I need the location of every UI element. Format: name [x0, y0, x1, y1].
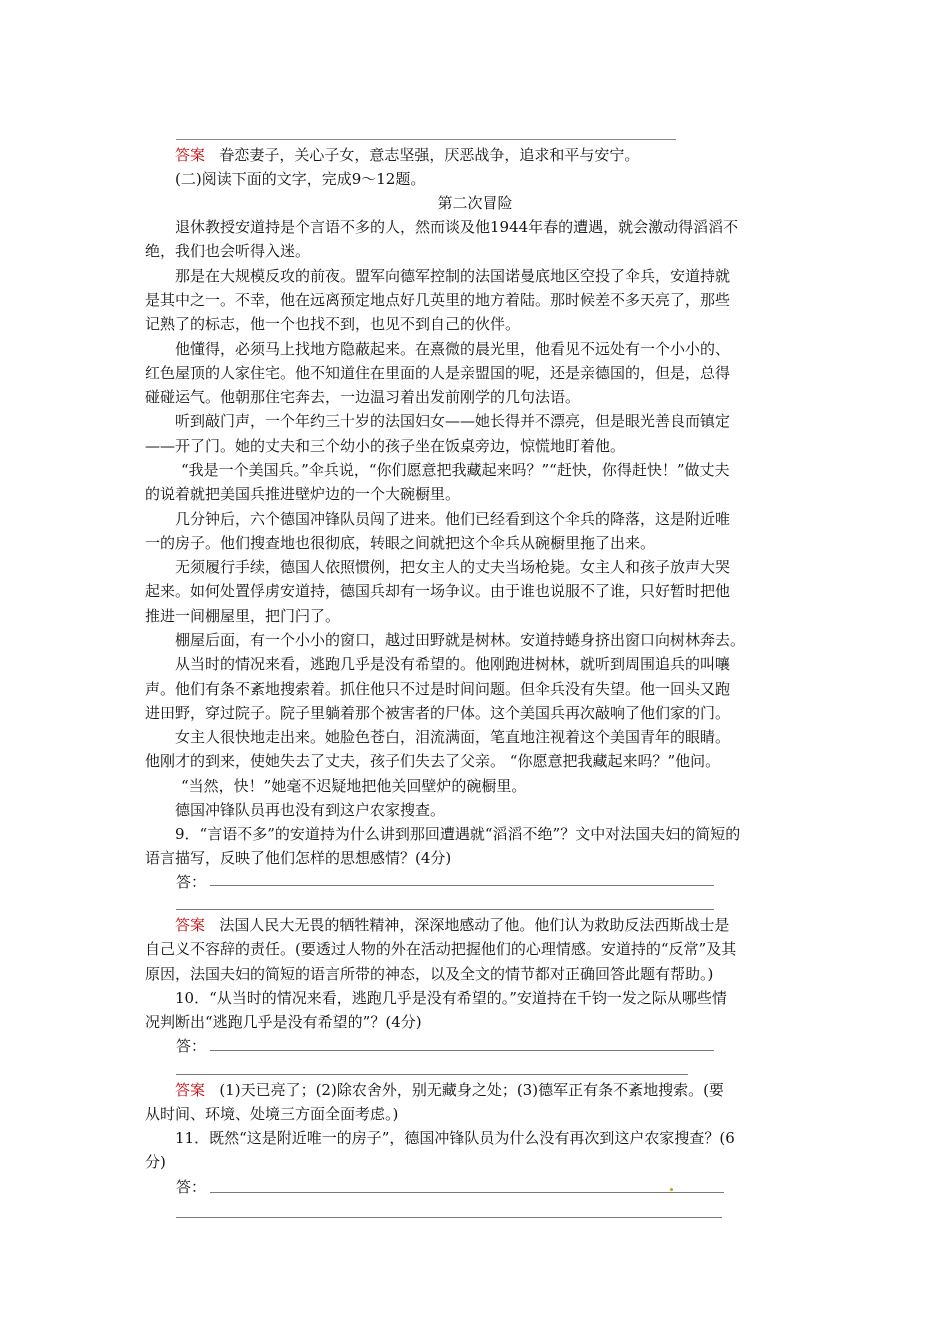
story-line: “我是一个美国兵。”伞兵说，“你们愿意把我藏起来吗？”“赶快，你得赶快！”做丈夫: [181, 461, 730, 479]
story-line: 绝，我们也会听得入迷。: [145, 242, 311, 260]
story-line: 无须履行手续，德国人依照惯例，把女主人的丈夫当场枪毙。女主人和孩子放声大哭: [175, 558, 731, 576]
answer-line[interactable]: [176, 1074, 688, 1075]
story-line: 的说着就把美国兵推进壁炉边的一个大碗橱里。: [145, 485, 461, 503]
story-line: 红色屋顶的人家住宅。他不知道住在里面的人是亲盟国的呢，还是亲德国的，但是，总得: [145, 364, 731, 382]
answer-prompt: 答：: [176, 873, 207, 891]
answer-9: [145, 914, 840, 936]
answer-line[interactable]: [176, 1217, 722, 1218]
question-11: 11．既然“这是附近唯一的房子”，德国冲锋队员为什么没有再次到这户农家搜查？(6: [175, 1129, 735, 1147]
answer-text: 眷恋妻子，关心子女，意志坚强，厌恶战争，追求和平与安宁。: [219, 146, 640, 164]
speck-mark: [670, 1188, 673, 1191]
story-line: ——开了门。她的丈夫和三个幼小的孩子坐在饭桌旁边，惊慌地盯着他。: [145, 437, 626, 455]
story-line: 听到敲门声，一个年约三十岁的法国妇女——她长得并不漂亮，但是眼光善良而镇定: [175, 412, 731, 430]
story-line: 起来。如何处置俘虏安道持，德国兵却有一场争议。由于谁也说服不了谁，只好暂时把他: [145, 582, 731, 600]
story-line: 进田野，穿过院子。院子里躺着那个被害者的尸体。这个美国兵再次敲响了他们家的门。: [145, 704, 731, 722]
question-11-cont: 分): [145, 1153, 166, 1171]
story-title: 第二次冒险: [437, 194, 513, 212]
story-line: 他懂得，必须马上找地方隐蔽起来。在熹微的晨光里，他看见不远处有一个小小的、: [175, 340, 731, 358]
answer-8: [145, 144, 840, 166]
story-line: 那是在大规模反攻的前夜。盟军向德军控制的法国诺曼底地区空投了伞兵，安道持就: [175, 267, 731, 285]
story-line: 声。他们有条不紊地搜索着。抓住他只不过是时间问题。但伞兵没有失望。他一回头又跑: [145, 680, 731, 698]
story-line: 从当时的情况来看，逃跑几乎是没有希望的。他刚跑进树林，就听到周围追兵的叫嚷: [175, 655, 731, 673]
story-line: 推进一间棚屋里，把门闩了。: [145, 607, 341, 625]
answer-line[interactable]: [176, 909, 714, 910]
answer-10-cont: 从时间、环境、处境三方面全面考虑。): [145, 1105, 399, 1123]
answer-line[interactable]: [210, 1192, 724, 1193]
story-line: 退休教授安道持是个言语不多的人，然而谈及他1944年春的遭遇，就会激动得滔滔不: [175, 218, 739, 236]
question-9: 9．“言语不多”的安道持为什么讲到那回遭遇就“滔滔不绝”？文中对法国夫妇的简短的: [175, 825, 741, 843]
answer-10: [145, 1079, 840, 1101]
answer-label: 答案: [175, 916, 206, 934]
answer-text: (1)天已亮了；(2)除农舍外，别无藏身之处；(3)德军正有条不紊地搜索。(要: [219, 1081, 724, 1099]
answer-label: 答案: [175, 146, 206, 164]
question-9-cont: 语言描写，反映了他们怎样的思想感情？(4分): [145, 849, 452, 867]
story-line: 是其中之一。不幸，他在远离预定地点好几英里的地方着陆。那时候差不多天亮了，那些: [145, 291, 731, 309]
answer-prompt: 答：: [176, 1178, 207, 1196]
story-line: 他刚才的到来，使她失去了丈夫，孩子们失去了父亲。 “你愿意把我藏起来吗？”他问。: [145, 752, 721, 770]
story-line: 碰碰运气。他朝那住宅奔去，一边温习着出发前刚学的几句法语。: [145, 388, 581, 406]
question-10-cont: 况判断出“逃跑几乎是没有希望的”？(4分): [145, 1013, 422, 1031]
story-line: “当然，快！”她毫不迟疑地把他关回壁炉的碗橱里。: [181, 777, 527, 795]
story-line: 女主人很快地走出来。她脸色苍白，泪流满面，笔直地注视着这个美国青年的眼睛。: [175, 728, 731, 746]
answer-9-cont: 原因，法国夫妇的简短的语言所带的神态，以及全文的情节都对正确回答此题有帮助。): [145, 965, 714, 983]
answer-text: 法国人民大无畏的牺牲精神，深深地感动了他。他们认为救助反法西斯战士是: [219, 916, 730, 934]
answer-rule: [176, 139, 676, 140]
answer-9-cont: 自己义不容辞的责任。(要透过人物的外在活动把握他们的心理情感。安道持的“反常”及其: [145, 940, 737, 958]
section-instruction: (二)阅读下面的文字，完成9～12题。: [175, 170, 426, 188]
story-line: 棚屋后面，有一个小小的窗口，越过田野就是树林。安道持蜷身挤出窗口向树林奔去。: [175, 631, 746, 649]
story-line: 德国冲锋队员再也没有到这户农家搜查。: [175, 801, 446, 819]
answer-prompt: 答：: [176, 1037, 207, 1055]
answer-label: 答案: [175, 1081, 206, 1099]
story-line: 记熟了的标志，他一个也找不到，也见不到自己的伙伴。: [145, 315, 521, 333]
answer-line[interactable]: [210, 885, 714, 886]
story-line: 几分钟后，六个德国冲锋队员闯了进来。他们已经看到这个伞兵的降落，这是附近唯: [175, 510, 731, 528]
story-line: 一的房子。他们搜查地也很彻底，转眼之间就把这个伞兵从碗橱里拖了出来。: [145, 534, 656, 552]
question-10: 10．“从当时的情况来看，逃跑几乎是没有希望的。”安道持在千钧一发之际从哪些情: [175, 989, 727, 1007]
answer-line[interactable]: [210, 1050, 714, 1051]
